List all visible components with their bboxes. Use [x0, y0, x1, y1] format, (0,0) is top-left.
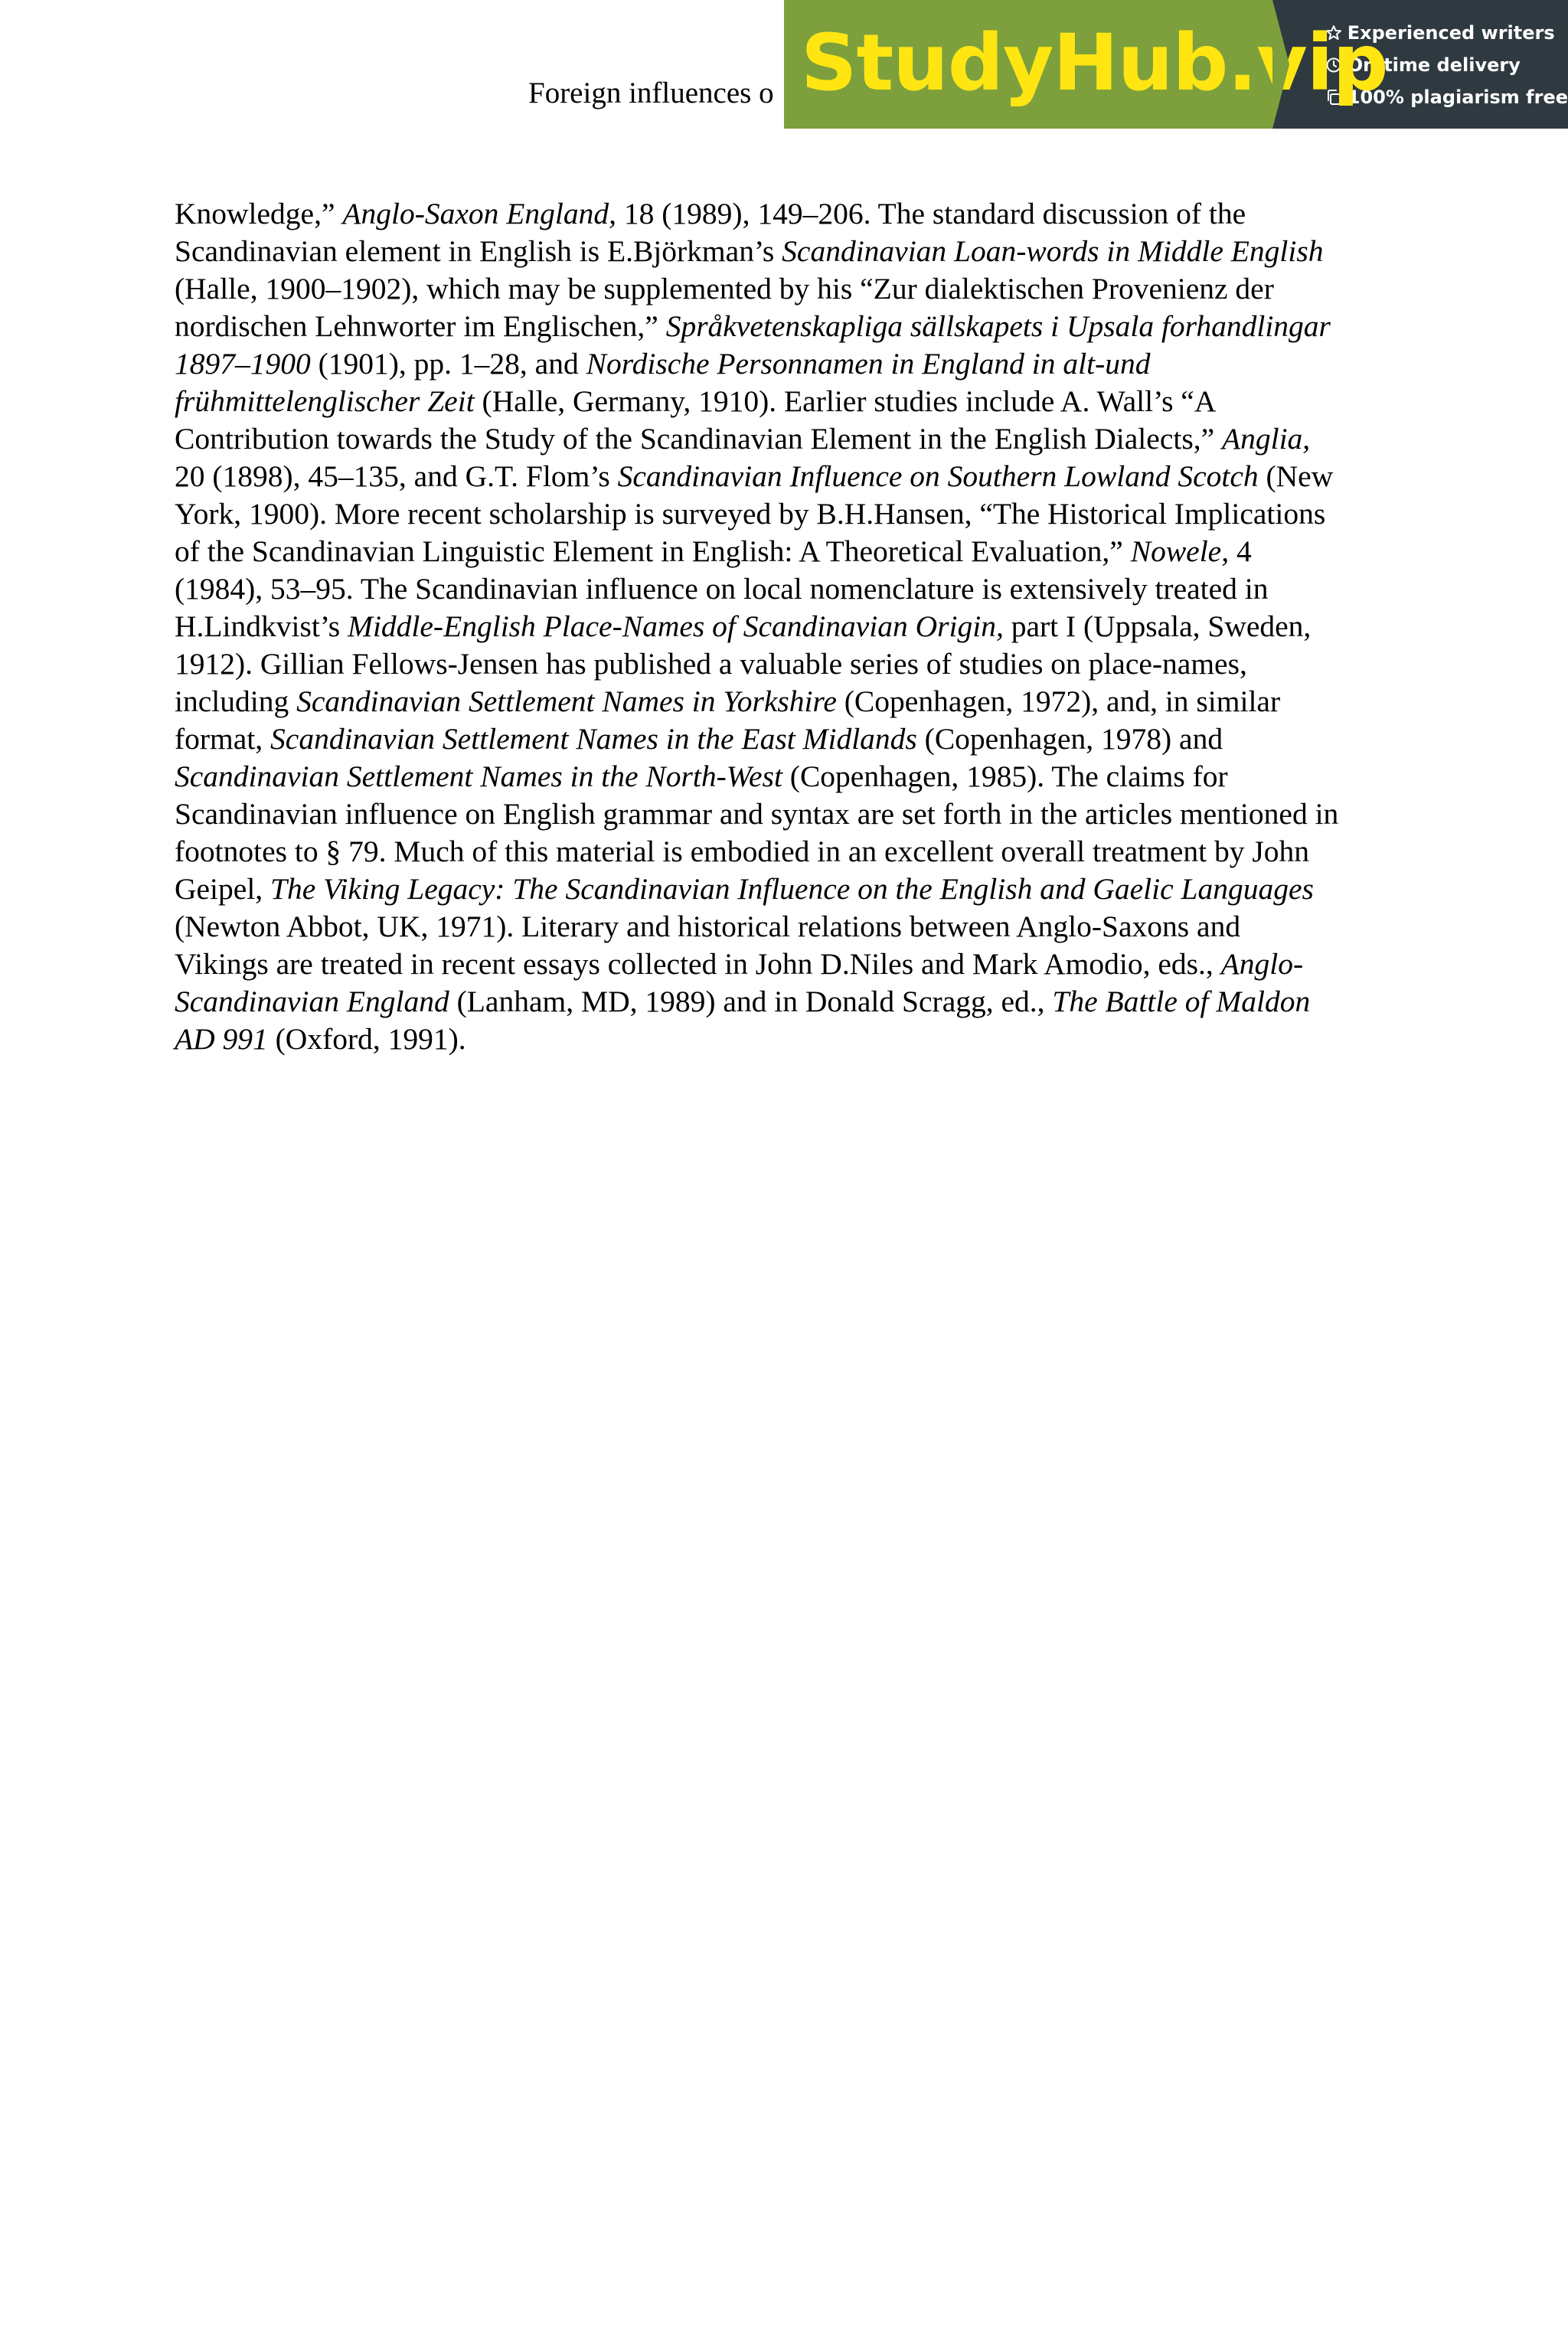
text-line	[175, 495, 1446, 533]
italic-title-text: Anglo-	[1220, 947, 1304, 981]
studyhub-logo[interactable]	[784, 0, 1388, 129]
text-segment: 18 (1989), 149–206. The standard discussion of the	[616, 197, 1246, 230]
italic-title-text: Scandinavian Influence on Southern Lowland Scotch	[617, 459, 1259, 493]
text-line	[175, 758, 1446, 795]
italic-title-text: Scandinavian England	[175, 985, 449, 1018]
text-segment: (1901), pp. 1–28, and	[310, 347, 586, 381]
text-segment: Geipel,	[175, 872, 271, 906]
text-segment: H.Lindkvist’s	[175, 609, 348, 643]
studyhub-banner[interactable]	[784, 0, 1568, 129]
italic-title-text: Språkvetenskapliga sällskapets i Upsala forhandlingar	[665, 309, 1331, 343]
running-header: Foreign influences o	[528, 77, 774, 109]
italic-title-text: Scandinavian Settlement Names in Yorkshire	[296, 684, 837, 718]
banner-arrow-shape	[1272, 0, 1289, 129]
text-segment: including	[175, 684, 297, 718]
feature-label: On-time delivery	[1347, 54, 1521, 76]
italic-title-text: Scandinavian Settlement Names in the East Midlands	[270, 722, 917, 756]
text-segment: of the Scandinavian Linguistic Element in English: A Theoretical Evaluation,”	[175, 534, 1131, 568]
text-line	[175, 420, 1446, 458]
text-line	[175, 345, 1446, 383]
text-segment: (Copenhagen, 1985). The claims for	[782, 760, 1228, 793]
italic-title-text: Scandinavian Loan-words in Middle English	[782, 234, 1324, 268]
feature-label: Experienced writers	[1347, 22, 1555, 44]
text-segment: (New	[1258, 459, 1334, 493]
text-line	[175, 871, 1446, 908]
italic-title-text: The Battle of Maldon	[1052, 985, 1311, 1018]
text-line	[175, 458, 1446, 495]
text-line	[175, 683, 1446, 720]
italic-title-text: Anglo-Saxon England,	[342, 197, 617, 230]
italic-title-text: 1897–1900	[175, 347, 311, 381]
italic-title-text: Nordische Personnamen in England in alt-und	[586, 347, 1151, 381]
text-segment: nordischen Lehnworter im Englischen,”	[175, 309, 666, 343]
italic-title-text: AD 991	[175, 1022, 268, 1056]
text-segment: 4	[1229, 534, 1252, 568]
text-line	[175, 533, 1446, 570]
text-segment: Scandinavian influence on English grammar and syntax are set forth in the articles mentioned in	[175, 797, 1339, 831]
text-line	[175, 795, 1446, 833]
feature-label: 100% plagiarism free	[1347, 87, 1568, 108]
text-segment: (Oxford, 1991).	[267, 1022, 466, 1056]
italic-title-text: frühmittelenglischer Zeit	[175, 384, 475, 418]
text-segment: format,	[175, 722, 271, 756]
text-line	[175, 383, 1446, 420]
text-segment: Scandinavian element in English is E.Björkman’s	[175, 234, 782, 268]
text-line	[175, 908, 1446, 946]
text-line	[175, 833, 1446, 871]
text-segment: footnotes to § 79. Much of this material is embodied in an excellent overall treatment by John	[175, 835, 1309, 868]
italic-title-text: The Viking Legacy: The Scandinavian Influence on the English and Gaelic Languages	[270, 872, 1314, 906]
text-line	[175, 1021, 1446, 1058]
studyhub-logo-text: StudyHub.vip	[801, 18, 1388, 109]
text-line	[175, 608, 1446, 645]
text-segment: (Copenhagen, 1978) and	[916, 722, 1223, 756]
text-segment: (1984), 53–95. The Scandinavian influence on local nomenclature is extensively treated in	[175, 572, 1269, 606]
text-segment: part I (Uppsala, Sweden,	[1003, 609, 1312, 643]
text-segment: (Halle, 1900–1902), which may be supplemented by his “Zur dialektischen Provenienz der	[175, 272, 1274, 305]
text-segment: Contribution towards the Study of the Scandinavian Element in the English Dialects,”	[175, 422, 1222, 456]
text-line	[175, 270, 1446, 308]
italic-title-text: Nowele,	[1130, 534, 1230, 568]
text-line	[175, 308, 1446, 345]
italic-title-text: Anglia,	[1221, 422, 1311, 456]
bibliography-paragraph	[175, 195, 1446, 1058]
text-line	[175, 645, 1446, 683]
text-segment: 1912). Gillian Fellows-Jensen has published a valuable series of studies on place-names,	[175, 647, 1247, 681]
text-segment: 20 (1898), 45–135, and G.T. Flom’s	[175, 459, 618, 493]
text-line	[175, 233, 1446, 270]
text-segment: (Halle, Germany, 1910). Earlier studies include A. Wall’s “A	[474, 384, 1217, 418]
text-segment: (Newton Abbot, UK, 1971). Literary and historical relations between Anglo-Saxons and	[175, 910, 1241, 943]
text-line	[175, 720, 1446, 758]
text-segment: York, 1900). More recent scholarship is surveyed by B.H.Hansen, “The Historical Implications	[175, 497, 1326, 531]
text-line	[175, 946, 1446, 983]
text-line	[175, 570, 1446, 608]
text-segment: Knowledge,”	[175, 197, 343, 230]
text-segment: (Lanham, MD, 1989) and in Donald Scragg, ed.,	[449, 985, 1053, 1018]
text-line	[175, 983, 1446, 1021]
text-segment: Vikings are treated in recent essays collected in John D.Niles and Mark Amodio, eds.,	[175, 947, 1221, 981]
italic-title-text: Middle-English Place-Names of Scandinavian Origin,	[348, 609, 1004, 643]
text-segment: (Copenhagen, 1972), and, in similar	[836, 684, 1281, 718]
text-line	[175, 195, 1446, 233]
italic-title-text: Scandinavian Settlement Names in the North-West	[175, 760, 782, 793]
